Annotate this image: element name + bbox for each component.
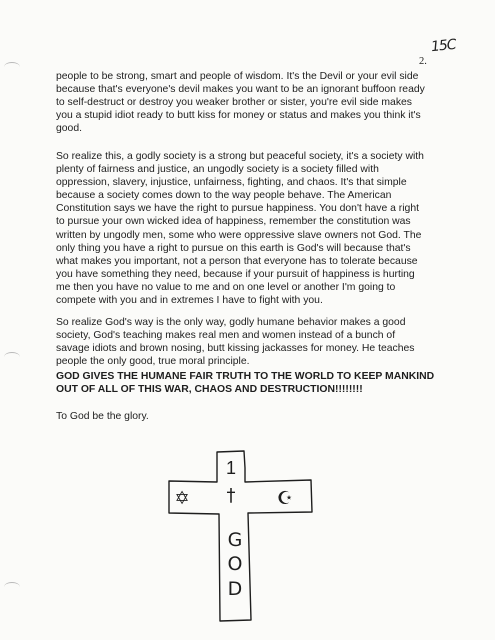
christian-cross-symbol: † [226, 485, 236, 506]
cross-letter-d: D [227, 578, 243, 600]
cross-letter-o: O [227, 553, 243, 575]
paragraph-2: So realize this, a godly society is a strong but peaceful society, it's a society with plenty of fairness and justice, an ungodly society is a society filled with oppression, slavery, injustice, unfairness, fighting, and chaos. It's that simple because a society comes down to the way people behave. The American Constitution says we have the right to pursue happiness. You don't have a right to pursue your own wicked idea of happiness, remember the constitution was written by ungodly men, some who were oppressive slave owners not God. The only thing you have a right to pursue on this earth is God's will because that's what makes you important, not a person that everyone has to tolerate because you have something they need, because if your pursuit of happiness is hurting me then you have no value to me and on one level or another I'm going to compete with you and in extremes I have to fight with you. [56, 151, 424, 307]
crescent-star-symbol: ☪ [276, 488, 294, 509]
hand-drawn-cross [165, 444, 325, 622]
closing-line: To God be the glory. [56, 411, 149, 422]
paragraph-3: So realize God's way is the only way, godly humane behavior makes a good society, God's teaching makes real men and women instead of a bunch of savage idiots and brown nosing, butt kissing jackasses for money. He teaches people the only good, true moral principle. [56, 317, 415, 368]
star-of-david-symbol: ✡ [174, 488, 190, 509]
punch-hole-mark [4, 352, 20, 362]
punch-hole-mark [4, 62, 20, 72]
cross-letter-g: G [227, 529, 243, 551]
cross-top-number: 1 [225, 458, 237, 478]
paragraph-1: people to be strong, smart and people of wisdom. It's the Devil or your evil side because that's everyone's devil makes you want to be an ignorant buffoon ready to self-destruct or destroy you weaker brother or sister, you're evil side makes you a stupid idiot ready to butt kiss for money or status and makes you think it's good. [56, 71, 425, 135]
handwritten-page-label: 15C [430, 36, 457, 56]
paragraph-4-caps-statement: GOD GIVES THE HUMANE FAIR TRUTH TO THE WORLD TO KEEP MANKIND OUT OF ALL OF THIS WAR, CHAOS AND DESTRUCTION!!!!!!!! [56, 371, 435, 396]
page-number: 2. [419, 56, 427, 67]
punch-hole-mark [4, 582, 20, 592]
